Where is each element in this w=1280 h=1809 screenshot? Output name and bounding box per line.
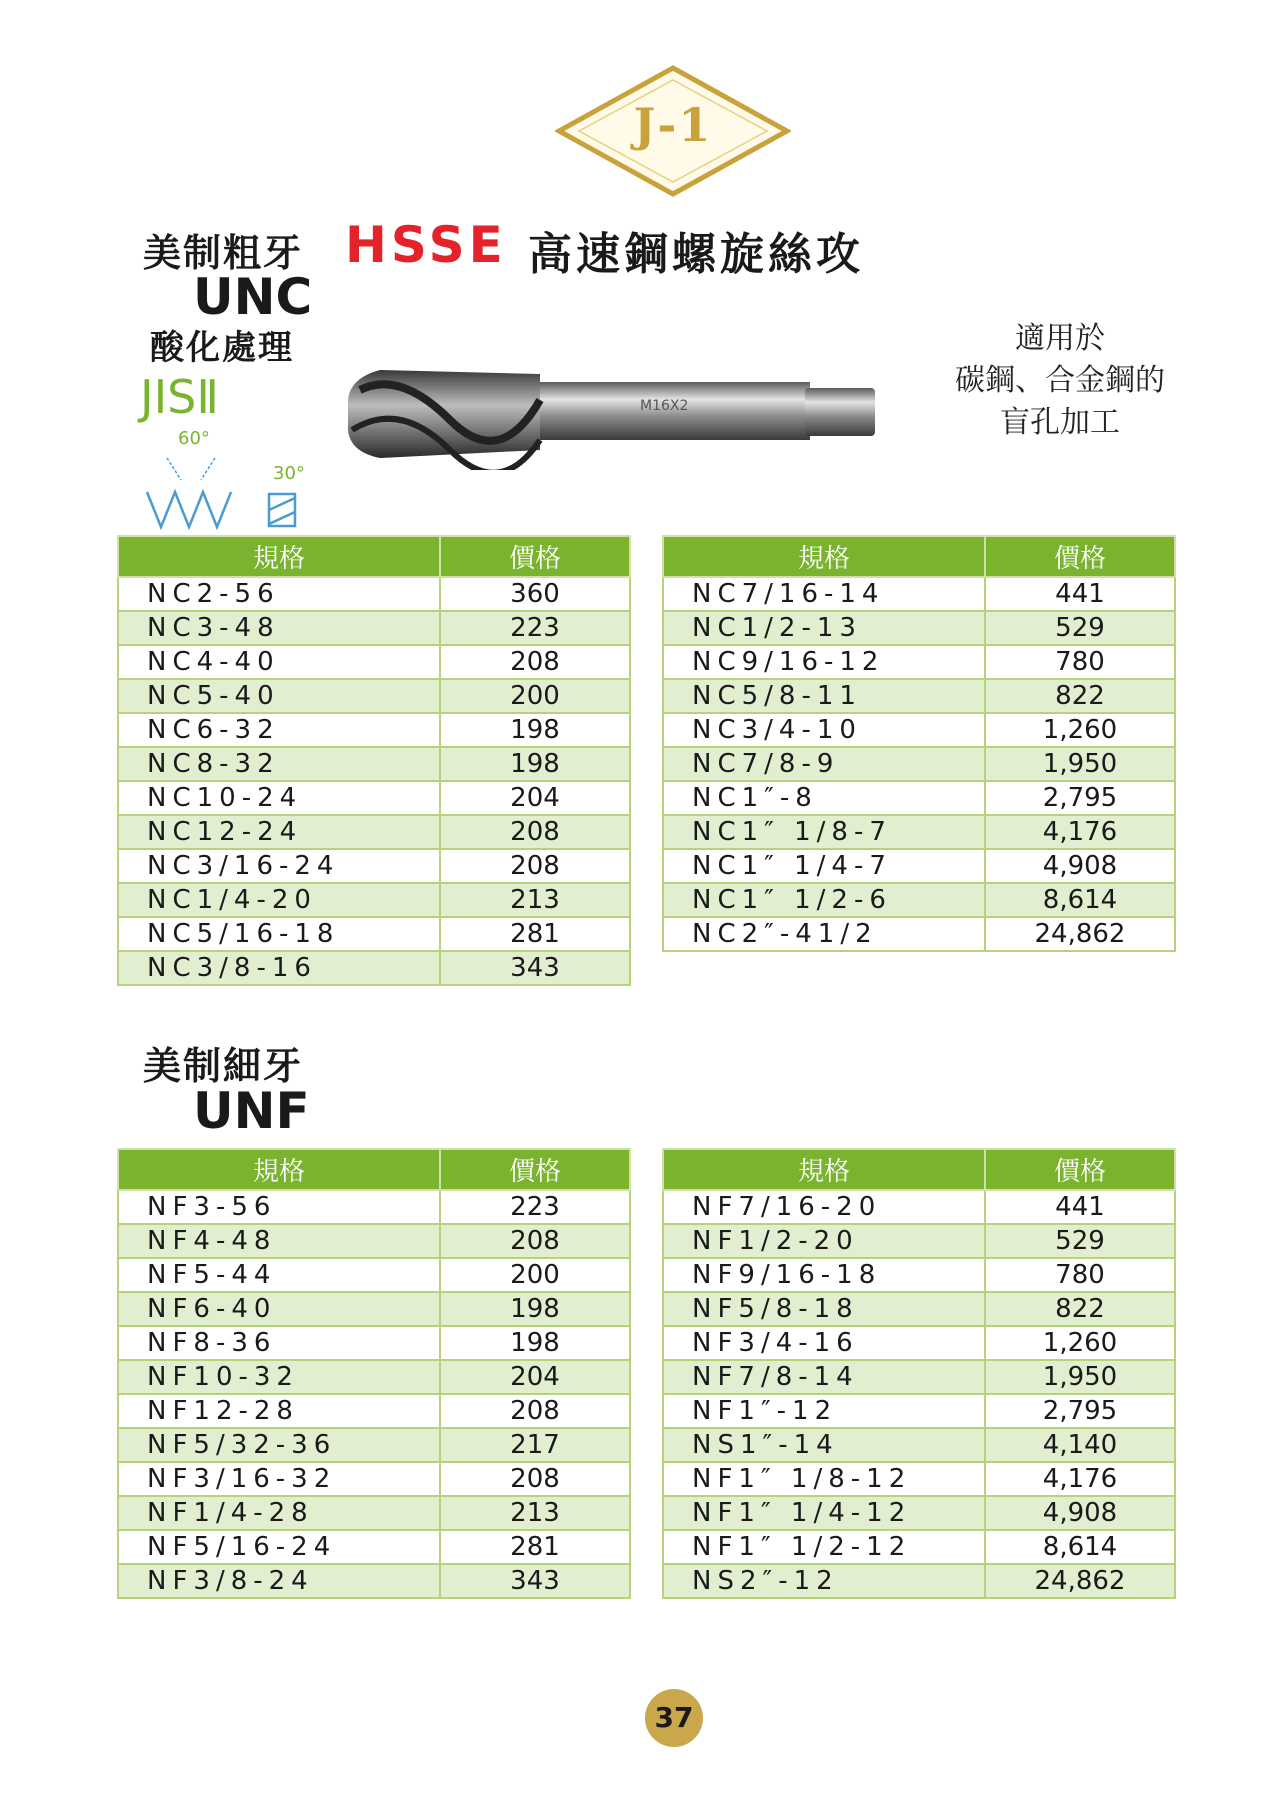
spec-size-cell: NC6-32 <box>118 713 440 747</box>
spec-size-cell: NF1″ 1/2-12 <box>663 1530 985 1564</box>
spec-size-cell: NC12-24 <box>118 815 440 849</box>
table-row <box>118 611 630 645</box>
spec-price-cell: 2,795 <box>985 781 1175 815</box>
spec-size-cell: NC2-56 <box>118 577 440 611</box>
spec-price-cell: 780 <box>985 645 1175 679</box>
spec-size-cell: NC1″ 1/2-6 <box>663 883 985 917</box>
table-row <box>118 1326 630 1360</box>
table-row <box>663 577 1175 611</box>
table-row <box>118 1462 630 1496</box>
spec-price-cell: 200 <box>440 1258 630 1292</box>
spec-size-cell: NF5/8-18 <box>663 1292 985 1326</box>
spec-size-cell: NC7/16-14 <box>663 577 985 611</box>
spec-price-cell: 2,795 <box>985 1394 1175 1428</box>
spec-price-cell: 529 <box>985 611 1175 645</box>
table-row <box>118 917 630 951</box>
spec-price-cell: 213 <box>440 883 630 917</box>
table-row <box>663 781 1175 815</box>
table-row <box>118 1258 630 1292</box>
spec-size-cell: NS1″-14 <box>663 1428 985 1462</box>
usage-line-2: 碳鋼、合金鋼的 <box>955 363 1165 398</box>
spec-price-cell: 4,908 <box>985 849 1175 883</box>
spec-size-cell: NF4-48 <box>118 1224 440 1258</box>
spec-size-cell: NF8-36 <box>118 1326 440 1360</box>
table-row <box>118 747 630 781</box>
spec-size-cell: NF3-56 <box>118 1190 440 1224</box>
spec-size-cell: NF6-40 <box>118 1292 440 1326</box>
spec-price-cell: 4,908 <box>985 1496 1175 1530</box>
table-row <box>118 1292 630 1326</box>
spec-price-cell: 343 <box>440 1564 630 1598</box>
thread-profile-icon <box>145 452 305 532</box>
spec-price-cell: 343 <box>440 951 630 985</box>
table-row <box>663 747 1175 781</box>
spec-size-cell: NC3/4-10 <box>663 713 985 747</box>
table-row <box>118 1394 630 1428</box>
spec-size-cell: NC9/16-12 <box>663 645 985 679</box>
spec-size-cell: NF1″-12 <box>663 1394 985 1428</box>
spec-price-cell: 198 <box>440 1292 630 1326</box>
spec-size-cell: NF1/4-28 <box>118 1496 440 1530</box>
spec-size-cell: NC7/8-9 <box>663 747 985 781</box>
spec-size-cell: NC5/16-18 <box>118 917 440 951</box>
spec-size-cell: NF3/16-32 <box>118 1462 440 1496</box>
spec-price-cell: 441 <box>985 1190 1175 1224</box>
spec-size-cell: NC1″-8 <box>663 781 985 815</box>
table-row <box>663 917 1175 951</box>
unf-title-en: UNF <box>193 1082 310 1140</box>
title-hsse: HSSE <box>345 216 507 274</box>
angle-60-label: 60° <box>178 428 210 449</box>
table-row <box>118 883 630 917</box>
spec-price-cell: 8,614 <box>985 883 1175 917</box>
table-row <box>663 1428 1175 1462</box>
unc-title-cn: 美制粗牙 <box>143 231 304 275</box>
treatment-label: 酸化處理 <box>150 328 294 368</box>
spiral-tap-image <box>340 360 940 470</box>
spec-size-cell: NC4-40 <box>118 645 440 679</box>
spec-price-cell: 213 <box>440 1496 630 1530</box>
spec-price-cell: 1,950 <box>985 1360 1175 1394</box>
table-row <box>663 1530 1175 1564</box>
unf-table-right <box>662 1148 1176 1599</box>
table-row <box>663 611 1175 645</box>
header-size: 規格 <box>663 1149 985 1190</box>
spec-size-cell: NC10-24 <box>118 781 440 815</box>
table-row <box>118 1564 630 1598</box>
spec-price-cell: 4,176 <box>985 815 1175 849</box>
tap-marking: M16X2 <box>640 398 689 414</box>
spec-price-cell: 208 <box>440 849 630 883</box>
table-row <box>663 815 1175 849</box>
table-row <box>118 577 630 611</box>
table-row <box>663 883 1175 917</box>
spec-price-cell: 217 <box>440 1428 630 1462</box>
table-row <box>118 1530 630 1564</box>
table-row <box>118 1496 630 1530</box>
spec-price-cell: 208 <box>440 1224 630 1258</box>
spec-price-cell: 281 <box>440 917 630 951</box>
table-row <box>663 1190 1175 1224</box>
spec-size-cell: NF5/16-24 <box>118 1530 440 1564</box>
table-row <box>663 1496 1175 1530</box>
spec-size-cell: NF12-28 <box>118 1394 440 1428</box>
spec-price-cell: 208 <box>440 1462 630 1496</box>
jis-standard-label: JISⅡ <box>140 370 219 424</box>
spec-price-cell: 1,950 <box>985 747 1175 781</box>
table-row <box>663 1564 1175 1598</box>
table-row <box>118 645 630 679</box>
spec-size-cell: NF7/8-14 <box>663 1360 985 1394</box>
table-row <box>663 713 1175 747</box>
table-row <box>663 849 1175 883</box>
page-number: 37 <box>654 1701 694 1734</box>
spec-size-cell: NF1″ 1/4-12 <box>663 1496 985 1530</box>
spec-size-cell: NS2″-12 <box>663 1564 985 1598</box>
spec-size-cell: NF3/8-24 <box>118 1564 440 1598</box>
table-row <box>663 679 1175 713</box>
spec-price-cell: 208 <box>440 815 630 849</box>
header-price: 價格 <box>985 536 1175 577</box>
table-row <box>118 1360 630 1394</box>
spec-size-cell: NC3-48 <box>118 611 440 645</box>
spec-price-cell: 4,176 <box>985 1462 1175 1496</box>
table-row <box>663 1462 1175 1496</box>
series-badge-label: J-1 <box>633 98 713 152</box>
spec-size-cell: NC8-32 <box>118 747 440 781</box>
spec-price-cell: 822 <box>985 679 1175 713</box>
spec-size-cell: NC5-40 <box>118 679 440 713</box>
unf-title-cn: 美制細牙 <box>143 1044 304 1088</box>
spec-size-cell: NC5/8-11 <box>663 679 985 713</box>
table-row <box>118 951 630 985</box>
header-price: 價格 <box>985 1149 1175 1190</box>
spec-price-cell: 822 <box>985 1292 1175 1326</box>
spec-price-cell: 204 <box>440 781 630 815</box>
spec-size-cell: NC1/2-13 <box>663 611 985 645</box>
spec-size-cell: NC1″ 1/8-7 <box>663 815 985 849</box>
usage-line-3: 盲孔加工 <box>1000 405 1120 440</box>
table-row <box>118 713 630 747</box>
spec-size-cell: NC2″-41/2 <box>663 917 985 951</box>
table-row <box>118 781 630 815</box>
spec-price-cell: 281 <box>440 1530 630 1564</box>
spec-price-cell: 1,260 <box>985 1326 1175 1360</box>
spec-price-cell: 24,862 <box>985 917 1175 951</box>
spec-price-cell: 780 <box>985 1258 1175 1292</box>
spec-size-cell: NF5-44 <box>118 1258 440 1292</box>
spec-price-cell: 4,140 <box>985 1428 1175 1462</box>
table-row <box>663 1224 1175 1258</box>
usage-line-1: 適用於 <box>1015 321 1105 356</box>
spec-size-cell: NF3/4-16 <box>663 1326 985 1360</box>
spec-size-cell: NF5/32-36 <box>118 1428 440 1462</box>
spec-size-cell: NF1/2-20 <box>663 1224 985 1258</box>
spec-size-cell: NF9/16-18 <box>663 1258 985 1292</box>
unc-title-en: UNC <box>193 268 313 326</box>
header-size: 規格 <box>118 1149 440 1190</box>
header-price: 價格 <box>440 1149 630 1190</box>
table-row <box>118 1428 630 1462</box>
header-size: 規格 <box>663 536 985 577</box>
spec-price-cell: 1,260 <box>985 713 1175 747</box>
spec-price-cell: 204 <box>440 1360 630 1394</box>
unc-table-left <box>117 535 631 986</box>
spec-price-cell: 208 <box>440 645 630 679</box>
spec-price-cell: 24,862 <box>985 1564 1175 1598</box>
spec-price-cell: 198 <box>440 747 630 781</box>
spec-price-cell: 8,614 <box>985 1530 1175 1564</box>
spec-price-cell: 208 <box>440 1394 630 1428</box>
spec-price-cell: 360 <box>440 577 630 611</box>
table-row <box>663 645 1175 679</box>
spec-price-cell: 529 <box>985 1224 1175 1258</box>
table-row <box>663 1258 1175 1292</box>
table-row <box>118 815 630 849</box>
title-product-name: 高速鋼螺旋絲攻 <box>528 229 864 280</box>
table-row <box>663 1394 1175 1428</box>
table-row <box>118 849 630 883</box>
spec-price-cell: 441 <box>985 577 1175 611</box>
unf-table-left <box>117 1148 631 1599</box>
spec-size-cell: NF7/16-20 <box>663 1190 985 1224</box>
angle-30-label: 30° <box>273 463 305 484</box>
spec-size-cell: NF1″ 1/8-12 <box>663 1462 985 1496</box>
spec-price-cell: 223 <box>440 611 630 645</box>
spec-price-cell: 198 <box>440 1326 630 1360</box>
table-row <box>118 1190 630 1224</box>
header-size: 規格 <box>118 536 440 577</box>
spec-size-cell: NC3/8-16 <box>118 951 440 985</box>
spec-size-cell: NF10-32 <box>118 1360 440 1394</box>
spec-price-cell: 200 <box>440 679 630 713</box>
spec-size-cell: NC1/4-20 <box>118 883 440 917</box>
table-row <box>118 679 630 713</box>
table-row <box>118 1224 630 1258</box>
usage-note <box>930 318 1190 444</box>
spec-size-cell: NC3/16-24 <box>118 849 440 883</box>
table-row <box>663 1360 1175 1394</box>
table-row <box>663 1326 1175 1360</box>
header-price: 價格 <box>440 536 630 577</box>
spec-price-cell: 223 <box>440 1190 630 1224</box>
table-row <box>663 1292 1175 1326</box>
spec-price-cell: 198 <box>440 713 630 747</box>
unc-table-right <box>662 535 1176 952</box>
spec-size-cell: NC1″ 1/4-7 <box>663 849 985 883</box>
